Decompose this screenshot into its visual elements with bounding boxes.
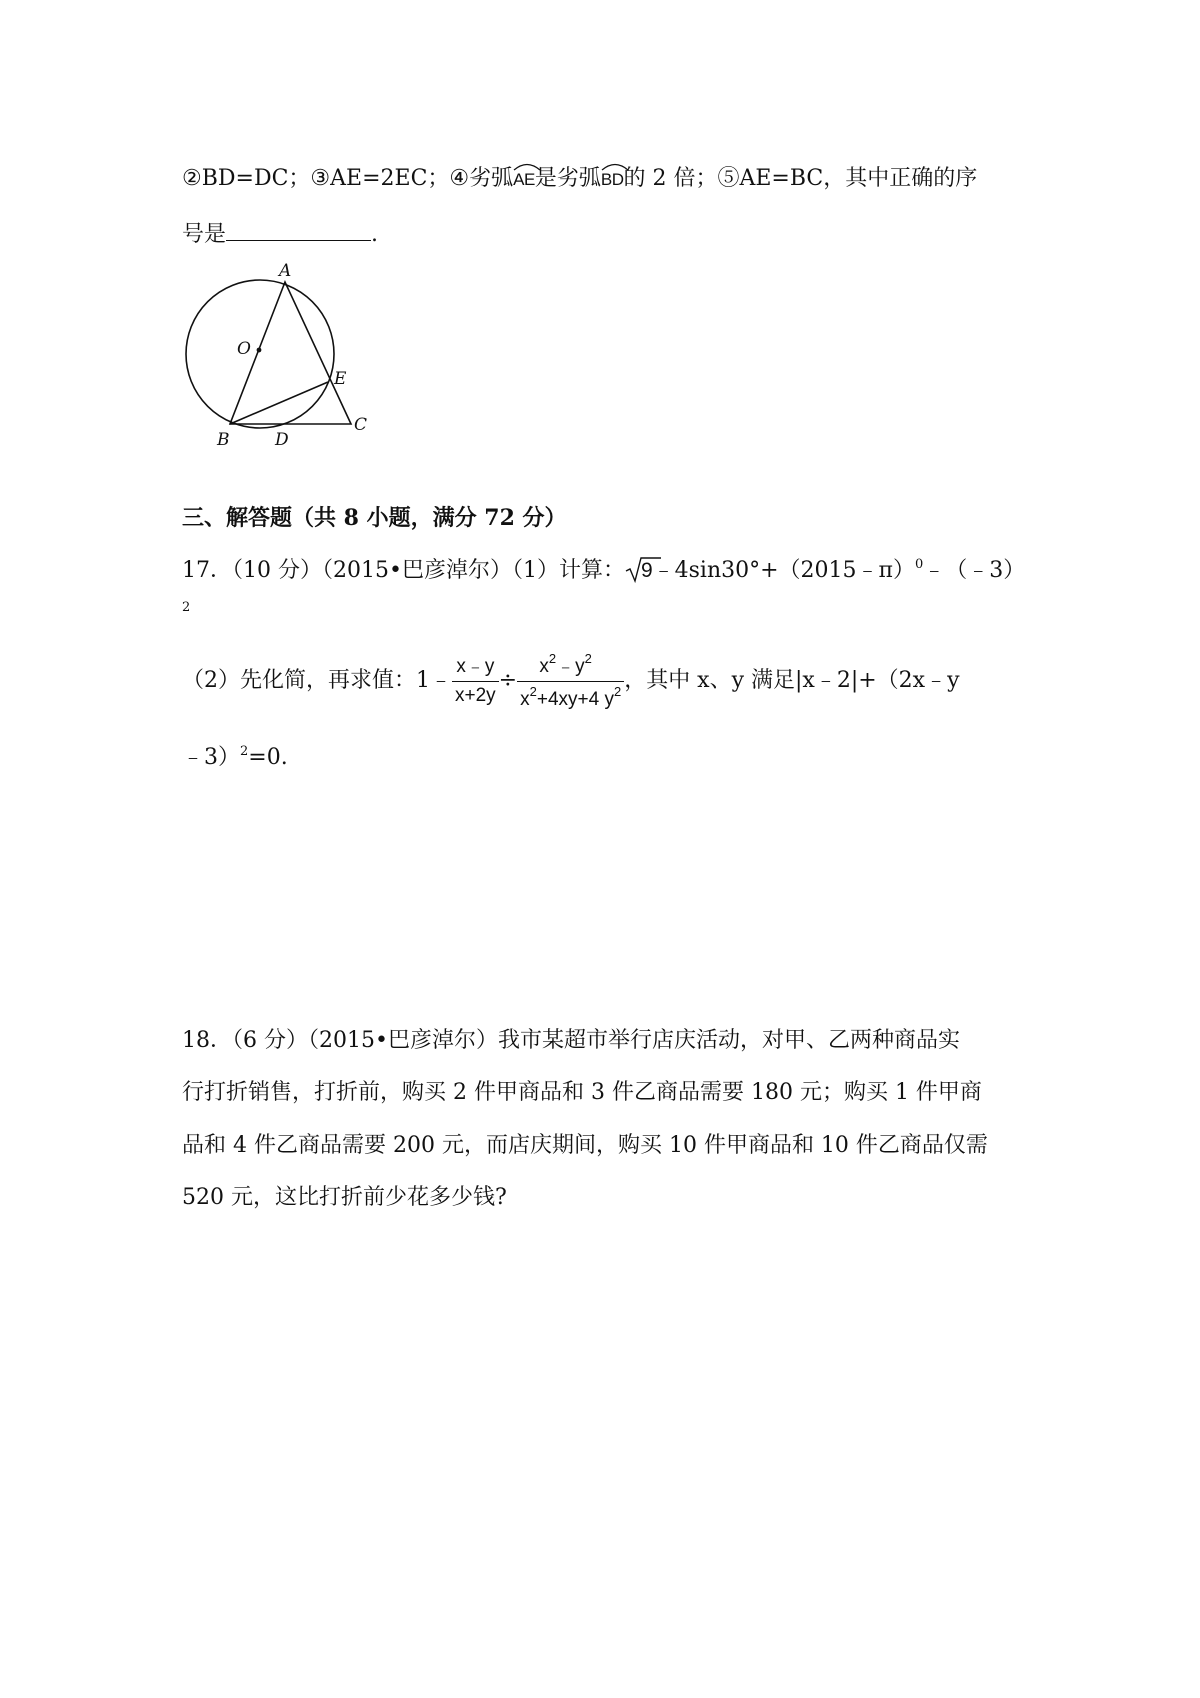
segment-be [230, 382, 328, 424]
fraction-2-denominator [517, 682, 624, 711]
q16-text-seg3: 的 2 倍；⑤AE=BC，其中正确的序 [623, 166, 978, 191]
exp-zero: 0 [915, 557, 924, 572]
q17-part2-prefix: （2）先化简，再求值：1﹣ [182, 668, 452, 694]
den-exp-x: 2 [529, 683, 537, 699]
arc-ae-label: AE [513, 170, 535, 189]
q17-line-3 [182, 745, 288, 769]
fraction-2 [517, 652, 624, 711]
q17-line3-exp: 2 [240, 744, 249, 759]
q16-answer-prefix: 号是 [182, 222, 227, 247]
q17-tail: ﹣（﹣3） [923, 558, 1026, 583]
den-exp-y: 2 [613, 683, 622, 699]
q16-answer-suffix: . [371, 222, 379, 247]
arc-ae [513, 169, 535, 188]
arc-mark-icon [600, 159, 630, 171]
arc-bd-label: BD [600, 170, 624, 189]
q17-line3-b: =0. [248, 745, 288, 770]
q17-line3-a: ﹣3） [182, 745, 240, 770]
q17-part1 [182, 558, 1025, 582]
num-exp-x: 2 [548, 651, 557, 666]
answer-blank[interactable] [226, 222, 371, 241]
q17-prefix: 17．（10 分）（2015•巴彦淖尔）（1）计算： [182, 558, 625, 583]
q16-line-2 [182, 222, 378, 246]
sqrt-content: 9 [640, 559, 653, 582]
label-a: A [279, 262, 292, 281]
q18-line-3: 品和 4 件乙商品需要 200 元，而店庆期间，购买 10 件甲商品和 10 件乙商品仅需 [182, 1133, 988, 1158]
q18-line-4: 520 元，这比打折前少花多少钱? [182, 1185, 507, 1210]
label-b: B [217, 430, 230, 450]
q16-text-seg1: ②BD=DC；③AE=2EC；④劣弧 [182, 166, 514, 191]
q17-wrapped-exponent: 2 [182, 600, 191, 615]
label-c: C [354, 415, 368, 435]
circle-triangle-figure [170, 262, 380, 452]
den-term-x: x [520, 688, 530, 710]
q17-after-sqrt: ﹣4sin30°+（2015﹣π） [652, 558, 916, 583]
divide-sign: ÷ [498, 668, 518, 694]
arc-bd [601, 169, 624, 188]
fraction-1-numerator: x﹣y [452, 656, 499, 682]
fraction-1-denominator: x+2y [455, 684, 496, 706]
num-term-x: x [539, 656, 549, 677]
q16-text-seg2: 是劣弧 [534, 166, 601, 191]
sqrt-expr [625, 560, 653, 581]
q16-line-1 [182, 168, 977, 190]
q18-line-1: 18．（6 分）（2015•巴彦淖尔）我市某超市举行店庆活动，对甲、乙两种商品实 [182, 1028, 960, 1053]
radical-sign-icon [625, 556, 661, 584]
fraction-2-numerator [517, 652, 624, 682]
q17-part2-tail: ，其中 x、y 满足|x﹣2|+（2x﹣y [624, 668, 960, 694]
circle-o [186, 280, 334, 428]
center-point [257, 348, 262, 353]
den-term-rest: +4xy+4 y [536, 688, 614, 710]
q18-line-2: 行打折销售，打折前，购买 2 件甲商品和 3 件乙商品需要 180 元；购买 1 件甲商 [182, 1080, 982, 1105]
num-term-y: ﹣y [556, 656, 585, 677]
label-d: D [275, 430, 289, 450]
section-heading: 三、解答题（共 8 小题，满分 72 分） [182, 505, 567, 531]
q17-part2 [182, 652, 960, 711]
arc-mark-icon [512, 159, 542, 171]
label-o: O [237, 339, 251, 359]
fraction-1 [452, 656, 499, 707]
label-e: E [334, 369, 347, 389]
num-exp-y: 2 [584, 651, 592, 666]
